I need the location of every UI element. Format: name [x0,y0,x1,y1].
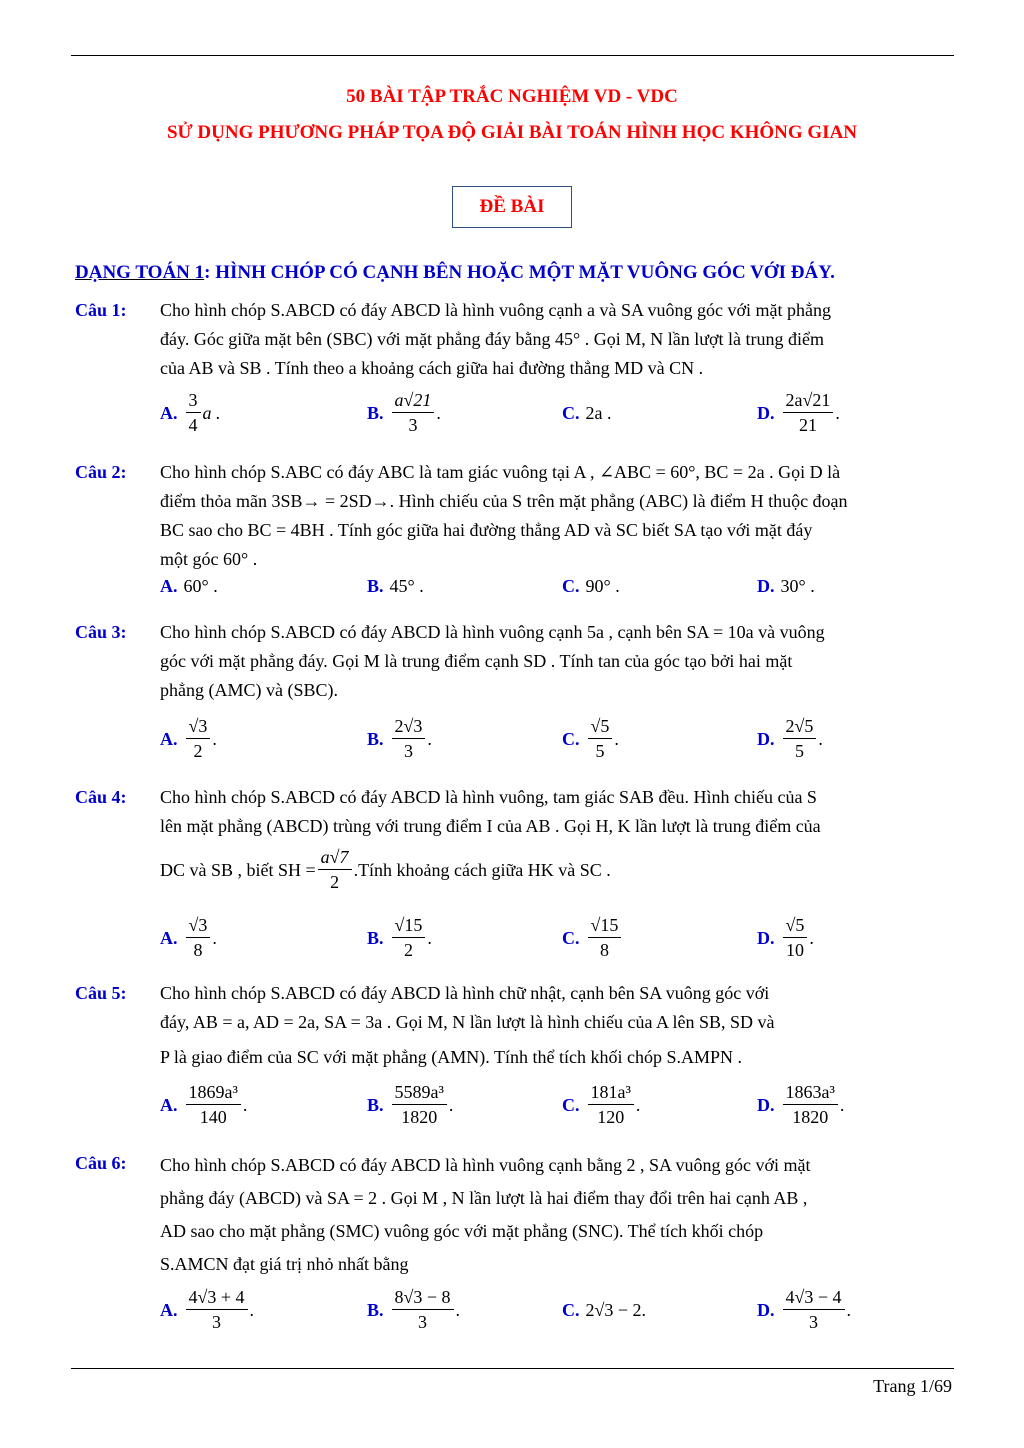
denominator: 1820 [792,1107,829,1127]
fraction [392,389,435,437]
option-suffix: . [846,1299,852,1320]
question-line: của AB và SB . Tính theo a khoảng cách giữa hai đường thẳng MD và CN . [160,358,704,378]
numerator: 5589a³ [392,1081,447,1105]
question-line: BC sao cho BC = 4BH . Tính góc giữa hai đường thẳng AD và SC biết SA tạo với mặt đáy [160,520,813,540]
option-b[interactable] [367,1080,453,1130]
numerator: 2√5 [783,715,817,739]
numerator: 8√3 − 8 [392,1286,454,1310]
question-line: góc với mặt phẳng đáy. Gọi M là trung điểm cạnh SD . Tính tan của góc tạo bởi hai mặt [160,651,793,671]
option-text: 2a . [585,402,612,423]
question-line: Cho hình chóp S.ABCD có đáy ABCD là hình vuông, tam giác SAB đều. Hình chiếu của S [160,787,817,807]
denominator: 3 [403,741,413,761]
fraction [783,1286,845,1334]
option-d[interactable] [757,388,840,438]
option-c[interactable] [562,714,619,764]
numerator: 2a√21 [783,389,834,413]
numerator: a√7 [318,846,352,870]
fraction [392,715,426,763]
denominator: 4 [188,415,198,435]
option-suffix: . [448,1094,454,1115]
option-c[interactable] [562,1080,640,1130]
numerator: a√21 [392,389,435,413]
option-a[interactable] [160,913,217,963]
option-letter: B. [367,1094,384,1115]
section-heading [75,262,835,284]
option-d[interactable] [757,714,823,764]
numerator: √5 [783,914,808,938]
question-line: điểm thỏa mãn 3SB→ = 2SD→. Hình chiếu của S trên mặt phẳng (ABC) là điểm H thuộc đoạn [160,491,848,511]
fraction [186,914,211,962]
option-suffix: . [809,927,814,948]
fraction [392,914,426,962]
option-suffix: . [427,927,432,948]
footer-rule [71,1368,954,1369]
option-text: 90° . [585,575,620,596]
numerator: √5 [588,715,613,739]
question-label: Câu 4: [75,787,127,807]
question-line: phẳng đáy (ABCD) và SA = 2 . Gọi M , N lần lượt là hai điểm thay đổi trên hai cạnh AB , [160,1188,808,1208]
option-a[interactable] [160,388,221,438]
question-label: Câu 3: [75,622,127,642]
document-subtitle: SỬ DỤNG PHƯƠNG PHÁP TỌA ĐỘ GIẢI BÀI TOÁN HÌNH HỌC KHÔNG GIAN [166,122,858,143]
fraction [588,715,613,763]
option-d[interactable] [757,570,815,602]
option-suffix: . [436,402,441,423]
answer-options [160,913,950,963]
option-suffix: . [635,1094,641,1115]
option-suffix: . [835,402,840,423]
option-suffix: . [212,728,217,749]
question-text [160,458,952,574]
option-text: 2√3 − 2. [585,1299,647,1320]
option-letter: C. [562,927,580,948]
fraction [186,389,201,437]
question-line: đáy. Góc giữa mặt bên (SBC) với mặt phẳng đáy bằng 45° . Gọi M, N lần lượt là trung điểm [160,329,824,349]
denominator: 3 [418,1312,428,1332]
option-letter: C. [562,575,580,596]
denominator: 120 [597,1107,625,1127]
answer-options [160,570,950,602]
option-letter: B. [367,927,384,948]
header-rule [71,55,954,56]
numerator: 1863a³ [783,1081,838,1105]
option-b[interactable] [367,388,441,438]
option-c[interactable] [562,913,623,963]
page-number: Trang 1/69 [873,1376,952,1396]
question-line: Cho hình chóp S.ABCD có đáy ABCD là hình vuông cạnh a và SA vuông góc với mặt phẳng [160,300,831,320]
fraction [186,715,211,763]
option-letter: D. [757,728,775,749]
option-letter: A. [160,728,178,749]
denominator: 3 [408,415,418,435]
fraction [588,914,622,962]
answer-options [160,388,950,438]
option-suffix: a . [202,402,221,423]
question-text [160,618,952,705]
option-letter: D. [757,1094,775,1115]
fraction [783,715,817,763]
option-suffix: . [455,1299,461,1320]
section-heading-text: : HÌNH CHÓP CÓ CẠNH BÊN HOẶC MỘT MẶT VUÔNG GÓC VỚI ĐÁY. [204,262,835,283]
option-b[interactable] [367,913,432,963]
option-suffix: . [818,728,823,749]
fraction [783,1081,838,1129]
fraction [392,1081,447,1129]
answer-options [160,1080,950,1130]
question-line: Cho hình chóp S.ABC có đáy ABC là tam giác vuông tại A , ∠ABC = 60°, BC = 2a . Gọi D là [160,462,841,482]
question-line: đáy, AB = a, AD = 2a, SA = 3a . Gọi M, N lần lượt là hình chiếu của A lên SB, SD và [160,1012,775,1032]
fraction [186,1286,248,1334]
text-segment: DC và SB , biết SH = [160,859,316,880]
numerator: √15 [392,914,426,938]
option-letter: D. [757,402,775,423]
fraction [186,1081,241,1129]
option-letter: B. [367,575,384,596]
question-label: Câu 5: [75,983,127,1003]
answer-options [160,714,950,764]
numerator: 1869a³ [186,1081,241,1105]
option-letter: A. [160,402,178,423]
option-letter: D. [757,927,775,948]
option-c[interactable] [562,388,612,438]
section-heading-prefix: DẠNG TOÁN 1 [75,262,205,283]
question-label: Câu 2: [75,462,127,482]
option-d[interactable] [757,1080,844,1130]
section-box-label: ĐỀ BÀI [452,186,572,228]
option-letter: A. [160,1094,178,1115]
question-line [160,841,952,899]
option-a[interactable] [160,1080,247,1130]
option-letter: A. [160,575,178,596]
numerator: 3 [186,389,201,413]
option-a[interactable] [160,1285,254,1335]
fraction [588,1081,634,1129]
question-line: lên mặt phẳng (ABCD) trùng với trung điểm I của AB . Gọi H, K lần lượt là trung điểm của [160,816,821,836]
option-d[interactable] [757,913,814,963]
document-title: 50 BÀI TẬP TRẮC NGHIỆM VD - VDC [346,86,678,107]
question-text [160,783,952,899]
denominator: 2 [403,940,413,960]
question-line: một góc 60° . [160,549,258,569]
option-letter: C. [562,728,580,749]
option-letter: C. [562,1299,580,1320]
option-suffix: . [614,728,619,749]
question-line: Cho hình chóp S.ABCD có đáy ABCD là hình chữ nhật, cạnh bên SA vuông góc với [160,983,770,1003]
option-suffix: . [839,1094,845,1115]
fraction [783,914,808,962]
option-suffix: . [212,927,217,948]
option-text: 45° . [389,575,424,596]
option-b[interactable] [367,714,432,764]
numerator: √15 [588,914,622,938]
denominator: 8 [193,940,203,960]
option-suffix: . [242,1094,248,1115]
question-line: Cho hình chóp S.ABCD có đáy ABCD là hình vuông cạnh bằng 2 , SA vuông góc với mặt [160,1155,811,1175]
question-line: Cho hình chóp S.ABCD có đáy ABCD là hình vuông cạnh 5a , cạnh bên SA = 10a và vuông [160,622,825,642]
option-suffix: . [249,1299,255,1320]
option-suffix: . [427,728,432,749]
option-d[interactable] [757,1285,851,1335]
option-a[interactable] [160,570,218,602]
denominator: 5 [595,741,605,761]
question-text [160,1149,952,1281]
option-b[interactable] [367,1285,460,1335]
option-letter: C. [562,1094,580,1115]
numerator: √3 [186,914,211,938]
denominator: 3 [809,1312,819,1332]
denominator: 140 [199,1107,227,1127]
question-line: S.AMCN đạt giá trị nhỏ nhất bằng [160,1254,409,1274]
option-b[interactable] [367,570,424,602]
question-text [160,296,952,383]
denominator: 3 [212,1312,222,1332]
denominator: 8 [599,940,609,960]
option-letter: B. [367,728,384,749]
option-a[interactable] [160,714,217,764]
option-letter: A. [160,1299,178,1320]
option-letter: B. [367,1299,384,1320]
denominator: 1820 [401,1107,438,1127]
denominator: 2 [330,872,340,892]
question-text [160,979,952,1072]
denominator: 21 [798,415,817,435]
denominator: 10 [785,940,804,960]
option-letter: D. [757,1299,775,1320]
denominator: 5 [794,741,804,761]
question-line: AD sao cho mặt phẳng (SMC) vuông góc với mặt phẳng (SNC). Thể tích khối chóp [160,1221,764,1241]
fraction [318,846,352,894]
question-label: Câu 6: [75,1153,127,1173]
option-c[interactable] [562,1285,646,1335]
denominator: 2 [193,741,203,761]
numerator: 181a³ [588,1081,634,1105]
answer-options [160,1285,950,1335]
question-label: Câu 1: [75,300,127,320]
text-segment: .Tính khoảng cách giữa HK và SC . [353,859,611,880]
option-letter: C. [562,402,580,423]
numerator: 4√3 + 4 [186,1286,248,1310]
option-letter: D. [757,575,775,596]
numerator: 2√3 [392,715,426,739]
option-text: 60° . [183,575,218,596]
question-line: P là giao điểm của SC với mặt phẳng (AMN). Tính thể tích khối chóp S.AMPN . [160,1047,742,1067]
fraction [783,389,834,437]
question-line: phẳng (AMC) và (SBC). [160,680,338,700]
option-letter: A. [160,927,178,948]
option-c[interactable] [562,570,620,602]
numerator: 4√3 − 4 [783,1286,845,1310]
fraction [392,1286,454,1334]
numerator: √3 [186,715,211,739]
option-text: 30° . [780,575,815,596]
option-letter: B. [367,402,384,423]
